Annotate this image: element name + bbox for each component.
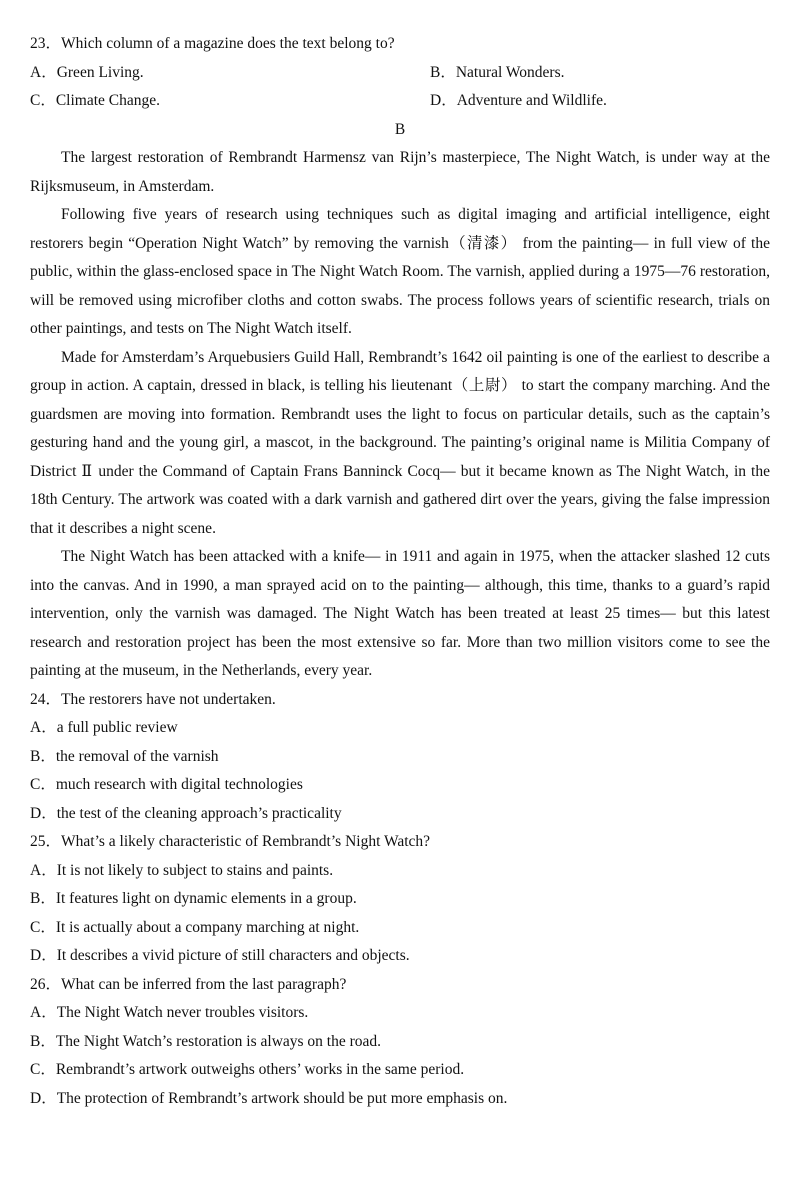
question-number: 25． — [30, 833, 62, 850]
option-label: A． — [30, 1004, 57, 1021]
question-text: What can be inferred from the last paragraph? — [61, 975, 347, 993]
option-label: A． — [30, 861, 57, 879]
option-label: D． — [30, 947, 57, 964]
option-d — [30, 1085, 770, 1114]
option-text: the test of the cleaning approach’s practicality — [56, 804, 342, 822]
option-text: a full public review — [56, 719, 178, 736]
option-b — [430, 59, 770, 88]
option-d — [30, 800, 770, 829]
option-label: C． — [30, 92, 56, 109]
question-number: 24． — [30, 690, 62, 708]
question-26-stem — [30, 971, 770, 1000]
option-label: C． — [30, 1061, 56, 1078]
option-a — [30, 714, 770, 743]
option-label: A． — [30, 63, 57, 81]
option-text: The protection of Rembrandt’s artwork should be put more emphasis on. — [56, 1089, 508, 1107]
option-a — [30, 999, 770, 1028]
option-c — [30, 87, 430, 116]
question-text: The restorers have not undertaken. — [61, 690, 276, 708]
option-label: D． — [430, 92, 457, 109]
question-text: Which column of a magazine does the text belong to? — [61, 35, 395, 52]
option-text: The Night Watch’s restoration is always on the road. — [55, 1032, 382, 1050]
passage-paragraph-1: The largest restoration of Rembrandt Harmensz van Rijn’s masterpiece, The Night Watch, is under way at the Rijksmuseum, in Amsterdam. — [30, 149, 770, 195]
option-text: Green Living. — [56, 63, 144, 81]
option-b — [30, 743, 770, 772]
option-label: A． — [30, 719, 57, 736]
option-text: Natural Wonders. — [455, 63, 565, 81]
passage-paragraph-3: Made for Amsterdam’s Arquebusiers Guild Hall, Rembrandt’s 1642 oil painting is one of the earliest to describe a group in action. A captain, dressed in black, is telling his lieutenant（上尉） to start the company marching. And the guardsmen are moving into formation. Rembrandt uses the light to focus on particular details, such as the captain’s gesturing hand and the young girl, a mascot, in the background. The painting’s original name is Militia Company of District Ⅱ under the Command of Captain Frans Banninck Cocq— but it became known as The Night Watch, in the 18th Century. The artwork was coated with a dark varnish and gathered dirt over the years, giving the false impression that it describes a night scene. — [30, 348, 770, 537]
option-label: D． — [30, 804, 57, 822]
question-number: 23． — [30, 35, 62, 52]
option-text: It features light on dynamic elements in a group. — [55, 890, 357, 907]
option-label: D． — [30, 1089, 57, 1107]
question-25 — [30, 828, 770, 971]
option-label: B． — [30, 747, 56, 765]
option-label: C． — [30, 776, 56, 793]
option-label: B． — [430, 63, 456, 81]
option-b — [30, 885, 770, 914]
question-23 — [30, 30, 770, 116]
question-24 — [30, 686, 770, 829]
option-text: The Night Watch never troubles visitors. — [56, 1004, 309, 1021]
option-label: C． — [30, 918, 56, 936]
option-c — [30, 771, 770, 800]
question-23-stem — [30, 30, 770, 59]
option-a — [30, 59, 430, 88]
option-text: It is actually about a company marching at night. — [55, 918, 360, 936]
section-label: B — [394, 120, 406, 138]
option-text: the removal of the varnish — [55, 747, 219, 765]
passage-paragraph-4: The Night Watch has been attacked with a knife— in 1911 and again in 1975, when the attacker slashed 12 cuts into the canvas. And in 1990, a man sprayed acid on to the painting— although, this time, thanks to a guard’s rapid intervention, only the varnish was damaged. The Night Watch has been treated at least 25 times— but this latest research and restoration project has been the most extensive so far. More than two million visitors come to see the painting at the museum, in the Netherlands, every year. — [30, 548, 770, 679]
option-text: Rembrandt’s artwork outweighs others’ works in the same period. — [55, 1061, 465, 1078]
option-text: It describes a vivid picture of still characters and objects. — [56, 947, 410, 964]
option-text: Climate Change. — [55, 92, 161, 109]
option-d — [430, 87, 770, 116]
question-25-stem — [30, 828, 770, 857]
option-label: B． — [30, 890, 56, 907]
question-text: What’s a likely characteristic of Rembrandt’s Night Watch? — [61, 833, 431, 850]
option-text: Adventure and Wildlife. — [456, 92, 607, 109]
option-b — [30, 1028, 770, 1057]
option-c — [30, 1056, 770, 1085]
question-24-stem — [30, 686, 770, 715]
option-text: much research with digital technologies — [55, 776, 303, 793]
question-number: 26． — [30, 975, 62, 993]
option-d — [30, 942, 770, 971]
question-26 — [30, 971, 770, 1114]
reading-passage — [30, 144, 770, 686]
option-c — [30, 914, 770, 943]
question-23-options — [30, 59, 770, 116]
option-text: It is not likely to subject to stains and paints. — [56, 861, 334, 879]
passage-paragraph-2: Following five years of research using techniques such as digital imaging and artificial intelligence, eight restorers begin “Operation Night Watch” by removing the varnish（清漆） from the painting— in full view of the public, within the glass-enclosed space in The Night Watch Room. The varnish, applied during a 1975—76 restoration, will be removed using microfiber cloths and cotton swabs. The process follows years of scientific research, trials on other paintings, and tests on The Night Watch itself. — [30, 206, 770, 337]
option-label: B． — [30, 1032, 56, 1050]
option-a — [30, 857, 770, 886]
